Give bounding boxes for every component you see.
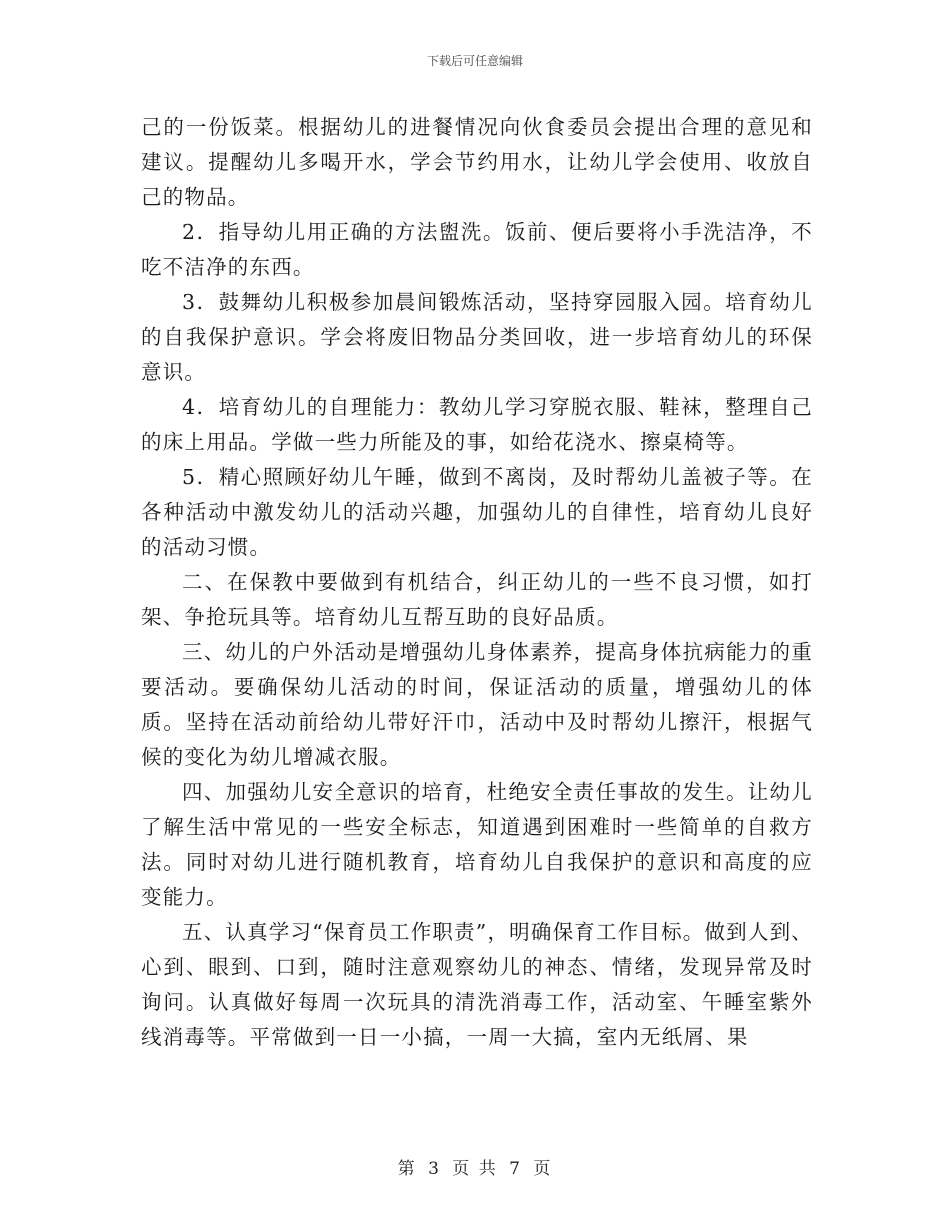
footer-total-pages: 7 — [509, 1159, 522, 1179]
document-body — [141, 110, 813, 1055]
page-header: 下载后可任意编辑 — [426, 54, 523, 68]
footer-middle: 页 共 — [452, 1159, 498, 1179]
footer-page-number: 3 — [428, 1159, 441, 1179]
paragraph-section-2: 二、在保教中要做到有机结合，纠正幼儿的一些不良习惯，如打架、争抢玩具等。培育幼儿互帮互助的良好品质。 — [141, 570, 813, 629]
page-footer — [0, 1154, 950, 1179]
paragraph-section-5: 五、认真学习“保育员工作职责”，明确保育工作目标。做到人到、心到、眼到、口到，随时注意观察幼儿的神态、情绪，发现异常及时询问。认真做好每周一次玩具的清洗消毒工作，活动室、午睡室紫外线消毒等。平常做到一日一小搞，一周一大搞，室内无纸屑、果 — [141, 920, 813, 1049]
paragraph-section-4: 四、加强幼儿安全意识的培育，杜绝安全责任事故的发生。让幼儿了解生活中常见的一些安全标志，知道遇到困难时一些简单的自救方法。同时对幼儿进行随机教育，培育幼儿自我保护的意识和高度的应变能力。 — [141, 780, 813, 909]
paragraph-item-4: 4．培育幼儿的自理能力：教幼儿学习穿脱衣服、鞋袜，整理自己的床上用品。学做一些力所能及的事，如给花浇水、擦桌椅等。 — [141, 395, 813, 454]
paragraph-item-3: 3．鼓舞幼儿积极参加晨间锻炼活动，坚持穿园服入园。培育幼儿的自我保护意识。学会将废旧物品分类回收，进一步培育幼儿的环保意识。 — [141, 290, 813, 384]
paragraph-item-2: 2．指导幼儿用正确的方法盥洗。饭前、便后要将小手洗洁净，不吃不洁净的东西。 — [141, 220, 813, 279]
footer-prefix: 第 — [397, 1159, 417, 1179]
paragraph-item-5: 5．精心照顾好幼儿午睡，做到不离岗，及时帮幼儿盖被子等。在各种活动中激发幼儿的活动兴趣，加强幼儿的自律性，培育幼儿良好的活动习惯。 — [141, 465, 813, 559]
paragraph-section-3: 三、幼儿的户外活动是增强幼儿身体素养，提高身体抗病能力的重要活动。要确保幼儿活动的时间，保证活动的质量，增强幼儿的体质。坚持在活动前给幼儿带好汗巾，活动中及时帮幼儿擦汗，根据气候的变化为幼儿增减衣服。 — [141, 640, 813, 769]
paragraph-continuation: 己的一份饭菜。根据幼儿的进餐情况向伙食委员会提出合理的意见和建议。提醒幼儿多喝开水，学会节约用水，让幼儿学会使用、收放自己的物品。 — [141, 115, 813, 209]
footer-suffix: 页 — [533, 1159, 553, 1179]
